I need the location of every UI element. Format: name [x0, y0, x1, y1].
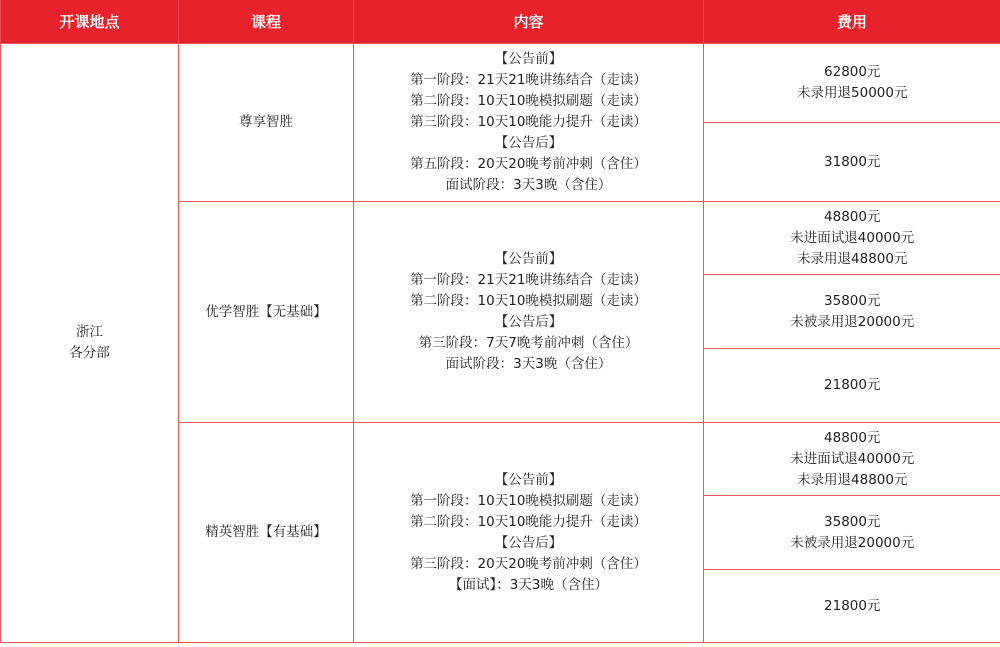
- header-fee: 费用: [704, 0, 1000, 44]
- fee-line: 未录用退48800元: [797, 471, 908, 488]
- header-content: 内容: [354, 0, 704, 44]
- fee-line: 62800元: [824, 64, 881, 80]
- course-content: [354, 44, 704, 202]
- location-line: 浙江: [76, 324, 103, 340]
- fee-cell: [704, 123, 1000, 202]
- fee-line: 48800元: [824, 208, 881, 225]
- header-row: [1, 0, 1000, 44]
- content-line: 面试阶段：3天3晚（含住）: [445, 177, 612, 193]
- content-line: 第一阶段：21天21晚讲练结合（走读）: [410, 272, 647, 288]
- fee-line: 未录用退48800元: [797, 250, 908, 267]
- content-line: 【公告后】: [494, 135, 563, 151]
- fee-cell: [704, 44, 1000, 123]
- content-line: 【公告后】: [494, 314, 563, 330]
- content-line: 第三阶段：20天20晚考前冲刺（含住）: [410, 555, 647, 572]
- course-name: 尊享智胜: [179, 44, 354, 202]
- course-content: [354, 202, 704, 423]
- fee-line: 未被录用退20000元: [790, 313, 915, 330]
- fee-cell: [704, 423, 1000, 496]
- content-line: 第三阶段：7天7晚考前冲刺（含住）: [418, 335, 639, 351]
- content-line: 【公告前】: [494, 51, 563, 67]
- header-location: 开课地点: [1, 0, 179, 44]
- location-cell: [1, 44, 179, 643]
- content-line: 第一阶段：10天10晚模拟刷题（走读）: [410, 492, 647, 509]
- content-line: 面试阶段：3天3晚（含住）: [445, 356, 612, 372]
- content-line: 第五阶段：20天20晚考前冲刺（含住）: [410, 156, 647, 172]
- fee-line: 未进面试退40000元: [790, 450, 915, 467]
- content-line: 第二阶段：10天10晚模拟刷题（走读）: [410, 293, 647, 309]
- fee-line: 35800元: [824, 513, 881, 530]
- content-line: 第二阶段：10天10晚能力提升（走读）: [410, 513, 647, 530]
- fee-line: 35800元: [824, 292, 881, 309]
- header-course: 课程: [179, 0, 354, 44]
- content-line: 【公告前】: [494, 251, 563, 267]
- content-line: 第三阶段：10天10晚能力提升（走读）: [410, 114, 647, 130]
- course-content: [354, 423, 704, 643]
- fee-cell: [704, 202, 1000, 275]
- fee-line: 31800元: [824, 153, 881, 170]
- content-line: 【面试】：3天3晚（含住）: [449, 576, 608, 593]
- fee-cell: [704, 570, 1000, 643]
- content-line: 第一阶段：21天21晚讲练结合（走读）: [410, 72, 647, 88]
- content-line: 【公告后】: [494, 534, 563, 551]
- fee-line: 未进面试退40000元: [790, 229, 915, 246]
- fee-cell: [704, 275, 1000, 349]
- content-line: 第二阶段：10天10晚模拟刷题（走读）: [410, 93, 647, 109]
- course-name: 优学智胜【无基础】: [179, 202, 354, 423]
- fee-cell: [704, 349, 1000, 423]
- fee-line: 未被录用退20000元: [790, 534, 915, 551]
- location-line: 各分部: [69, 345, 110, 361]
- course-name: 精英智胜【有基础】: [179, 423, 354, 643]
- table-row: [1, 44, 1000, 123]
- content-line: 【公告前】: [494, 471, 563, 488]
- fee-line: 21800元: [824, 377, 881, 393]
- fee-line: 21800元: [824, 597, 881, 614]
- fee-line: 未录用退50000元: [797, 85, 908, 101]
- fee-cell: [704, 496, 1000, 570]
- fee-line: 48800元: [824, 429, 881, 446]
